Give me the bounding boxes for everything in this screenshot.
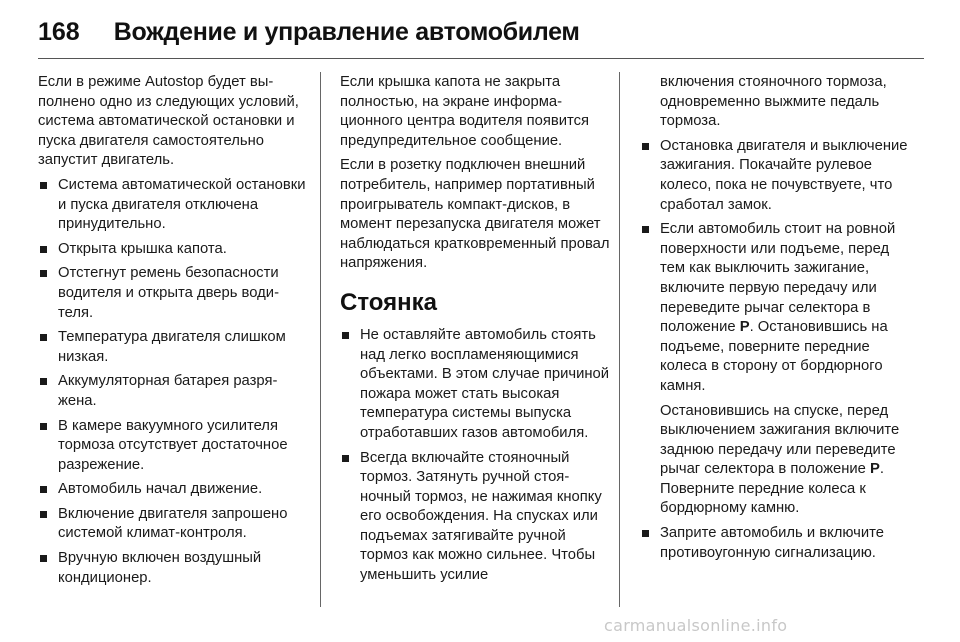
text-column-1 [38, 73, 308, 593]
page-number: 168 [38, 17, 80, 46]
list-item: Не оставляйте автомобиль стоять над легко воспламеняющимися объектами. В этом случае причиной пожара может стать высокая температура системы выпуска отработавших газов автомобиля. [340, 326, 610, 444]
list-item: Отстегнут ремень безопасности водителя и открыта дверь водителя. [38, 264, 308, 323]
list-item: Аккумуляторная батарея разряжена. [38, 372, 308, 411]
bullet-square-icon [40, 486, 47, 493]
bullet-square-icon [642, 143, 649, 150]
parking-list-final [640, 524, 912, 563]
downhill-paragraph: Остановившись на спуске, перед выключением зажигания включите заднюю передачу или переведите рычаг селектора в положение P. Поверните передние колеса к бордюрному камню. [660, 402, 900, 517]
column-divider-2 [619, 72, 620, 607]
bullet-square-icon [342, 332, 349, 339]
column-divider-1 [320, 72, 321, 607]
bullet-square-icon [40, 511, 47, 518]
page-title: Вождение и управление автомобилем [113, 17, 580, 46]
bullet-square-icon [642, 530, 649, 537]
list-item: Остановка двигателя и выключение зажигания. Покачайте рулевое колесо, пока не почувствуете, что сработал замок. [640, 137, 912, 215]
continuation-paragraph: включения стояночного тормоза, одновременно выжмите педаль тормоза. [660, 74, 887, 130]
voltage-drop-paragraph: Если в розетку подключен внешний потребитель, например портативный проигрыватель компакт-дисков, в момент перезапуска двигателя может наблюдаться кратковременный провал напряжения. [340, 157, 610, 272]
list-item: Включение двигателя запрошено системой климат-контроля. [38, 505, 308, 544]
bullet-square-icon [642, 226, 649, 233]
bullet-square-icon [40, 423, 47, 430]
bullet-square-icon [40, 182, 47, 189]
bullet-square-icon [40, 334, 47, 341]
bullet-square-icon [40, 555, 47, 562]
watermark: carmanualsonline.info [604, 616, 788, 635]
parking-list-continued [640, 137, 912, 397]
bullet-square-icon [40, 378, 47, 385]
bullet-square-icon [342, 455, 349, 462]
intro-paragraph: Если в режиме Autostop будет выполнено одно из следующих условий, система автоматической остановки и пуска двигателя самостоятельно запустит двигатель. [38, 74, 299, 169]
header-divider [38, 58, 924, 59]
list-item: Заприте автомобиль и включите противоугонную сигнализацию. [640, 524, 912, 563]
parking-list [340, 326, 610, 586]
list-item: Открыта крышка капота. [38, 240, 308, 260]
hood-warning-paragraph: Если крышка капота не закрыта полностью, на экране информационного центра водителя появится предупредительное сообщение. [340, 74, 590, 149]
bullet-square-icon [40, 246, 47, 253]
page-header [38, 12, 580, 52]
gear-p-label: P [739, 319, 750, 336]
gear-p-label: P [870, 461, 880, 478]
autostop-conditions-list [38, 176, 308, 588]
list-item: Если автомобиль стоит на ровной поверхности или подъеме, перед тем как выключить зажигание, включите первую передачу или переведите рычаг селектора в положение P. Остановившись на подъеме, поверните передние колеса в сторону от бордюрного камня. [640, 220, 912, 396]
text-column-3 [640, 73, 912, 568]
list-item: Всегда включайте стояночный тормоз. Затянуть ручной стояночный тормоз, не нажимая кнопку его освобождения. На спусках или подъемах затягивайте ручной тормоз как можно сильнее. Чтобы уменьшить усилие [340, 449, 610, 586]
list-item: Вручную включен воздушный кондиционер. [38, 549, 308, 588]
section-heading-parking: Стоянка [340, 288, 437, 316]
bullet-square-icon [40, 270, 47, 277]
text-column-2 [340, 73, 610, 591]
list-item: Автомобиль начал движение. [38, 480, 308, 500]
list-item: Температура двигателя слишком низкая. [38, 328, 308, 367]
list-item: В камере вакуумного усилителя тормоза отсутствует достаточное разрежение. [38, 417, 308, 476]
list-item: Система автоматической остановки и пуска двигателя отключена принудительно. [38, 176, 308, 235]
